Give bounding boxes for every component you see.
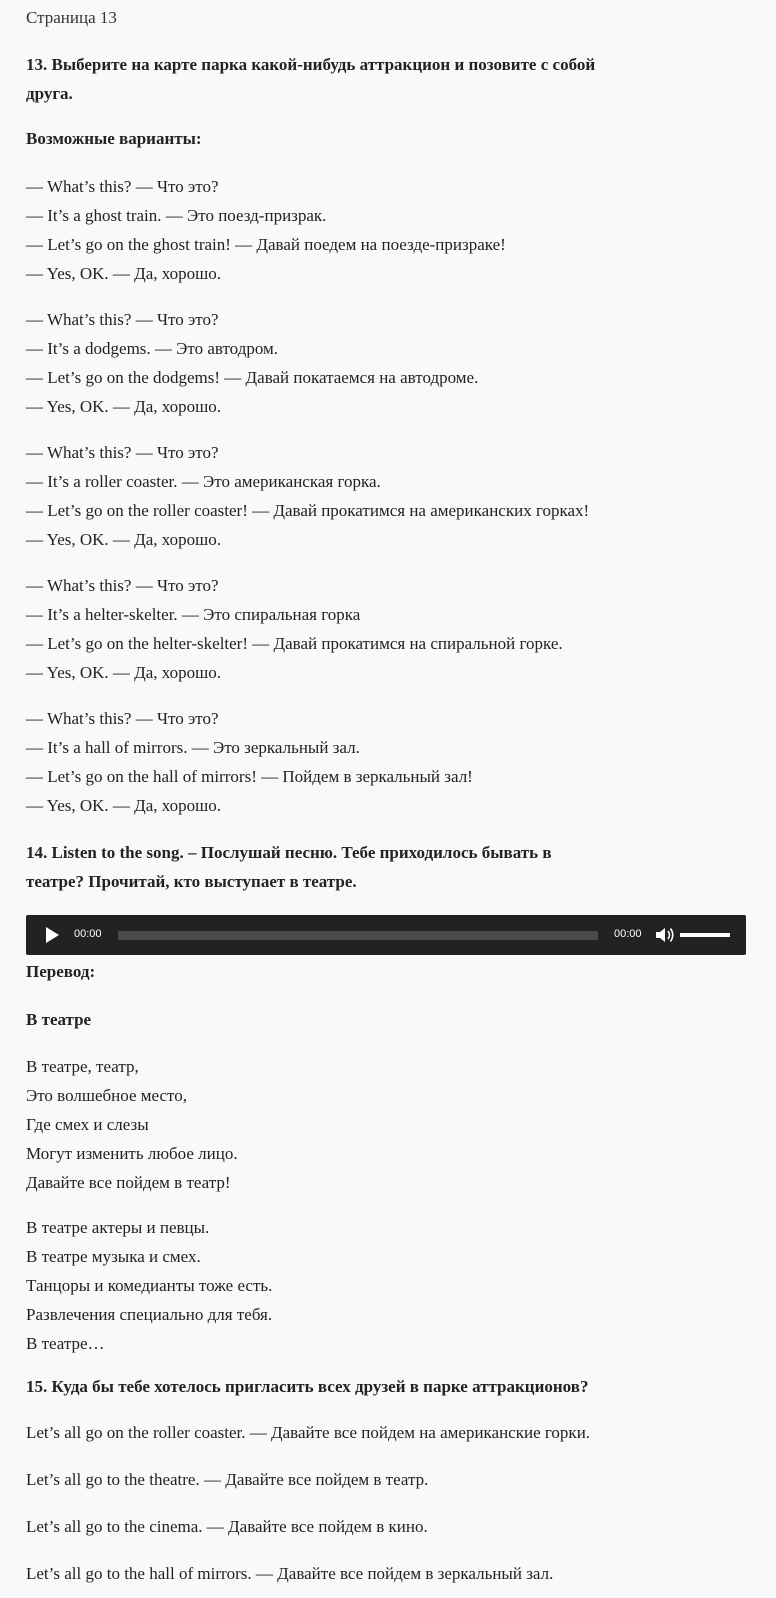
dialog-line: — Let’s go on the dodgems! — Давай покатаемся на автодроме. [26,368,479,387]
progress-track[interactable] [118,931,598,940]
lyric-line: Давайте все пойдем в театр! [26,1173,231,1192]
lyric-line: В театре актеры и певцы. [26,1218,210,1237]
dialog-line: — It’s a roller coaster. — Это американская горка. [26,472,381,491]
answer-line: Let’s all go on the roller coaster. — Давайте все пойдем на американские горки. [26,1423,591,1442]
song-title: В театре [26,1010,92,1029]
dialog-line: — Let’s go on the roller coaster! — Давай прокатимся на американских горках! [26,501,590,520]
play-icon[interactable] [46,927,59,943]
dialog-line: — It’s a hall of mirrors. — Это зеркальный зал. [26,738,360,757]
dialog-line: — What’s this? — Что это? [26,310,219,329]
dialog-line: — Let’s go on the ghost train! — Давай поедем на поезде-призраке! [26,235,506,254]
heading-line: 13. Выберите на карте парка какой-нибудь аттракцион и позовите с собой [26,55,596,74]
page-label: Страница 13 [26,8,117,27]
dialog-line: — What’s this? — Что это? [26,576,219,595]
dialog-line: — What’s this? — Что это? [26,709,219,728]
task14-heading [26,838,746,896]
dialog-line: — Yes, OK. — Да, хорошо. [26,796,221,815]
dialog-line: — What’s this? — Что это? [26,443,219,462]
dialog-2 [26,305,746,421]
task15-heading: 15. Куда бы тебе хотелось пригласить всех друзей в парке аттракционов? [26,1377,589,1396]
dialog-line: — Yes, OK. — Да, хорошо. [26,397,221,416]
dialog-line: — Let’s go on the helter-skelter! — Давай прокатимся на спиральной горке. [26,634,563,653]
lyric-line: В театре музыка и смех. [26,1247,201,1266]
lyric-line: В театре… [26,1334,105,1353]
dialog-line: — It’s a ghost train. — Это поезд-призрак. [26,206,327,225]
dialog-line: — Yes, OK. — Да, хорошо. [26,530,221,549]
heading-line: друга. [26,84,73,103]
heading-line: театре? Прочитай, кто выступает в театре. [26,872,357,891]
dialog-4 [26,571,746,687]
dialog-line: — What’s this? — Что это? [26,177,219,196]
dialog-5 [26,704,746,820]
dialog-3 [26,438,746,554]
lyric-line: Танцоры и комедианты тоже есть. [26,1276,273,1295]
lyric-line: В театре, театр, [26,1057,139,1076]
dialog-line: — It’s a helter-skelter. — Это спиральная горка [26,605,361,624]
song-stanza-1 [26,1052,746,1197]
audio-player [26,915,746,955]
lyric-line: Это волшебное место, [26,1086,187,1105]
dialog-line: — Let’s go on the hall of mirrors! — Пойдем в зеркальный зал! [26,767,473,786]
translation-label: Перевод: [26,962,96,981]
dialog-line: — It’s a dodgems. — Это автодром. [26,339,279,358]
volume-icon[interactable] [654,925,676,945]
task13-heading [26,50,746,108]
lyric-line: Развлечения специально для тебя. [26,1305,273,1324]
dialog-line: — Yes, OK. — Да, хорошо. [26,663,221,682]
answer-line: Let’s all go to the hall of mirrors. — Давайте все пойдем в зеркальный зал. [26,1564,554,1583]
lyric-line: Могут изменить любое лицо. [26,1144,238,1163]
song-stanza-2 [26,1213,746,1358]
answer-line: Let’s all go to the cinema. — Давайте все пойдем в кино. [26,1517,428,1536]
heading-line: 14. Listen to the song. – Послушай песню. Тебе приходилось бывать в [26,843,552,862]
dialog-1 [26,172,746,288]
dialog-line: — Yes, OK. — Да, хорошо. [26,264,221,283]
task13-subheading: Возможные варианты: [26,129,202,148]
current-time: 00:00 [74,928,102,940]
answer-line: Let’s all go to the theatre. — Давайте все пойдем в театр. [26,1470,429,1489]
volume-slider[interactable] [680,933,730,937]
duration: 00:00 [614,928,642,940]
lyric-line: Где смех и слезы [26,1115,149,1134]
